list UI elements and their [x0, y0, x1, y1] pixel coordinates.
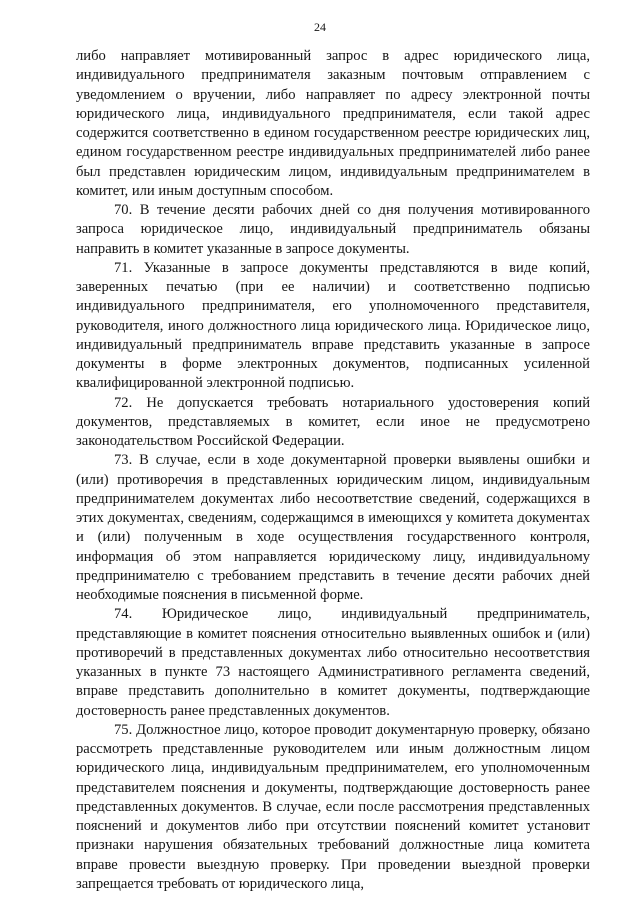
- paragraph-73: 73. В случае, если в ходе документарной проверки выявлены ошибки и (или) противоречия в представленных юридическим лицом, индивидуальным предпринимателем документах либо несоответствие сведений, содержащихся в этих документах, сведениям, содержащимся в имеющихся у комитета документах и (или) полученным в ходе осуществления государственного контроля, информация об этом направляется юридическому лицу, индивидуальному предпринимателю с требованием представить в течение десяти рабочих дней необходимые пояснения в письменной форме.: [76, 452, 590, 603]
- paragraph-continuation: либо направляет мотивированный запрос в адрес юридического лица, индивидуального предпринимателя заказным почтовым отправлением с уведомлением о вручении, либо направляет по адресу электронной почты юридического лица, индивидуального предпринимателя, если такой адрес содержится соответственно в едином государственном реестре юридических лиц, едином государственном реестре индивидуальных предпринимателей либо ранее был представлен юридическим лицом, индивидуальным предпринимателем в комитет, или иным доступным способом.: [76, 48, 590, 199]
- paragraph-71: 71. Указанные в запросе документы представляются в виде копий, заверенных печатью (при ее наличии) и соответственно подписью индивидуального предпринимателя, его уполномоченного представителя, руководителя, иного должностного лица юридического лица. Юридическое лицо, индивидуальный предприниматель вправе представить указанные в запросе документы в форме электронных документов, подписанных усиленной квалифицированной электронной подписью.: [76, 259, 590, 392]
- paragraph-74: 74. Юридическое лицо, индивидуальный предприниматель, представляющие в комитет пояснения относительно выявленных ошибок и (или) противоречий в представленных документах либо относительно несоответствия указанных в пункте 73 настоящего Административного регламента сведений, вправе представить дополнительно в комитет документы, подтверждающие достоверность ранее представленных документов.: [76, 606, 590, 719]
- paragraph-72: 72. Не допускается требовать нотариального удостоверения копий документов, представляемых в комитет, если иное не предусмотрено законодательством Российской Федерации.: [76, 394, 590, 449]
- paragraph-70: 70. В течение десяти рабочих дней со дня получения мотивированного запроса юридическое лицо, индивидуальный предприниматель обязаны направить в комитет указанные в запросе документы.: [76, 202, 590, 257]
- page-number: 24: [314, 20, 326, 34]
- paragraph-75: 75. Должностное лицо, которое проводит документарную проверку, обязано рассмотреть представленные руководителем или иным должностным лицом юридического лица, индивидуальным предпринимателем, его уполномоченным представителем пояснения и документы, подтверждающие достоверность ранее представленных документов. В случае, если после рассмотрения представленных пояснений и документов либо при отсутствии пояснений комитет установит признаки нарушения обязательных требований должностные лица комитета вправе провести выездную проверку. При проведении выездной проверки запрещается требовать от юридического лица,: [76, 721, 590, 892]
- document-body: [76, 47, 590, 894]
